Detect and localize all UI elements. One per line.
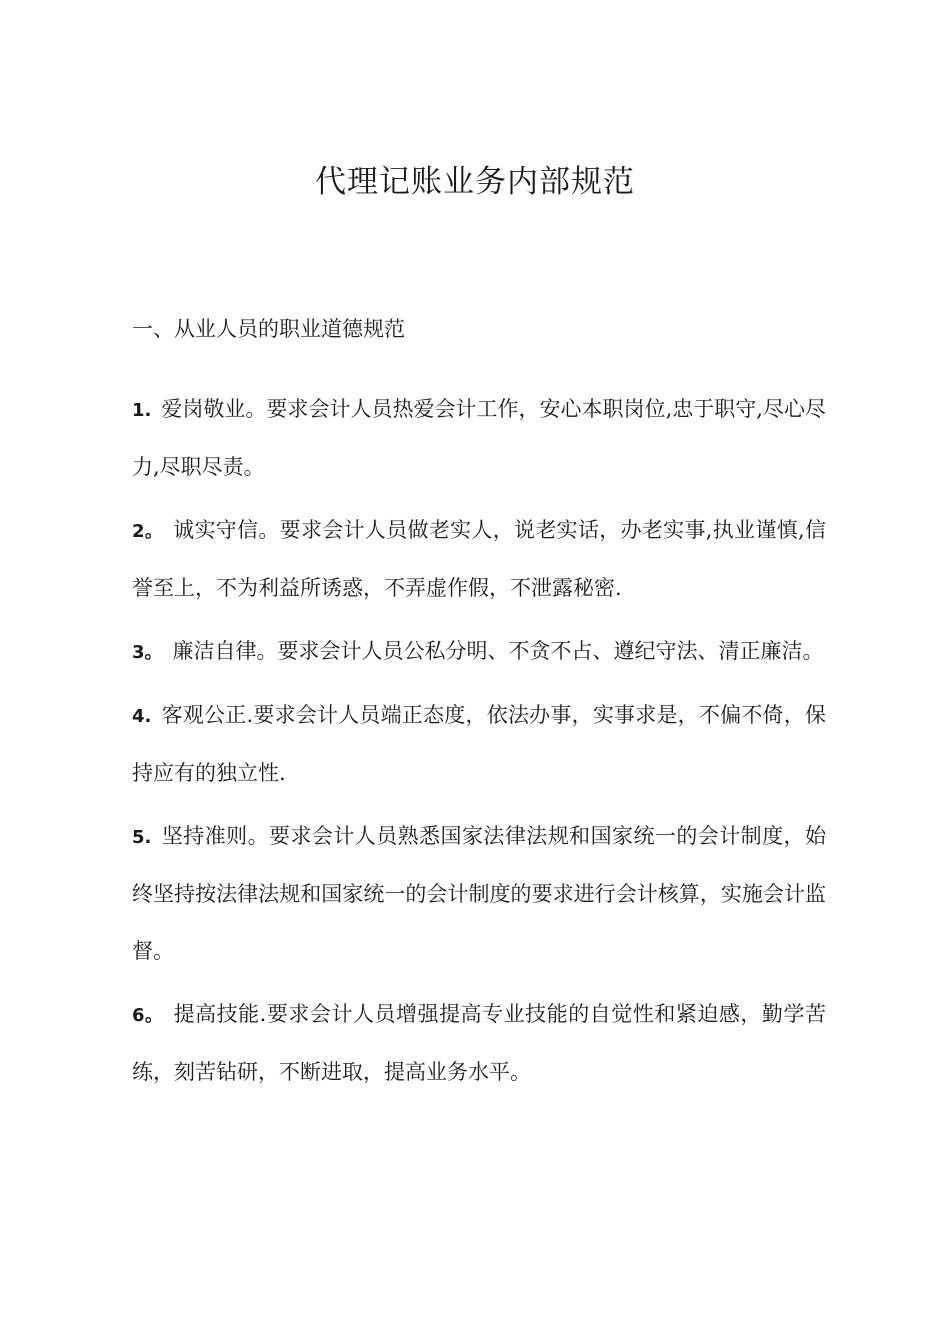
item-text: 廉洁自律。要求会计人员公私分明、不贪不占、遵纪守法、清正廉洁。 — [172, 639, 824, 663]
item-number: 5. — [132, 827, 152, 848]
item-number: 4. — [132, 706, 152, 727]
item-text: 客观公正.要求会计人员端正态度，依法办事，实事求是，不偏不倚，保持应有的独立性. — [132, 703, 826, 785]
item-text: 坚持准则。要求会计人员熟悉国家法律法规和国家统一的会计制度，始终坚持按法律法规和国家统一的会计制度的要求进行会计核算，实施会计监督。 — [132, 824, 826, 963]
section-heading: 一、从业人员的职业道德规范 — [132, 317, 405, 341]
list-item — [132, 381, 826, 496]
item-number: 3。 — [132, 642, 163, 663]
item-number: 2。 — [132, 521, 164, 542]
list-item — [132, 808, 826, 980]
item-text: 提高技能.要求会计人员增强提高专业技能的自觉性和紧迫感，勤学苦练，刻苦钻研，不断进取，提高业务水平。 — [132, 1002, 826, 1084]
item-text: 诚实守信。要求会计人员做老实人，说老实话，办老实事,执业谨慎,信誉至上，不为利益所诱惑，不弄虚作假，不泄露秘密. — [132, 518, 826, 600]
list-item — [132, 502, 826, 617]
list-item — [132, 623, 826, 681]
document-title: 代理记账业务内部规范 — [315, 164, 635, 200]
code-of-conduct-list — [132, 381, 826, 1107]
item-number: 1. — [132, 400, 152, 421]
item-text: 爱岗敬业。要求会计人员热爱会计工作，安心本职岗位,忠于职守,尽心尽力,尽职尽责。 — [132, 397, 826, 479]
list-item — [132, 687, 826, 802]
list-item — [132, 986, 826, 1101]
item-number: 6。 — [132, 1005, 164, 1026]
